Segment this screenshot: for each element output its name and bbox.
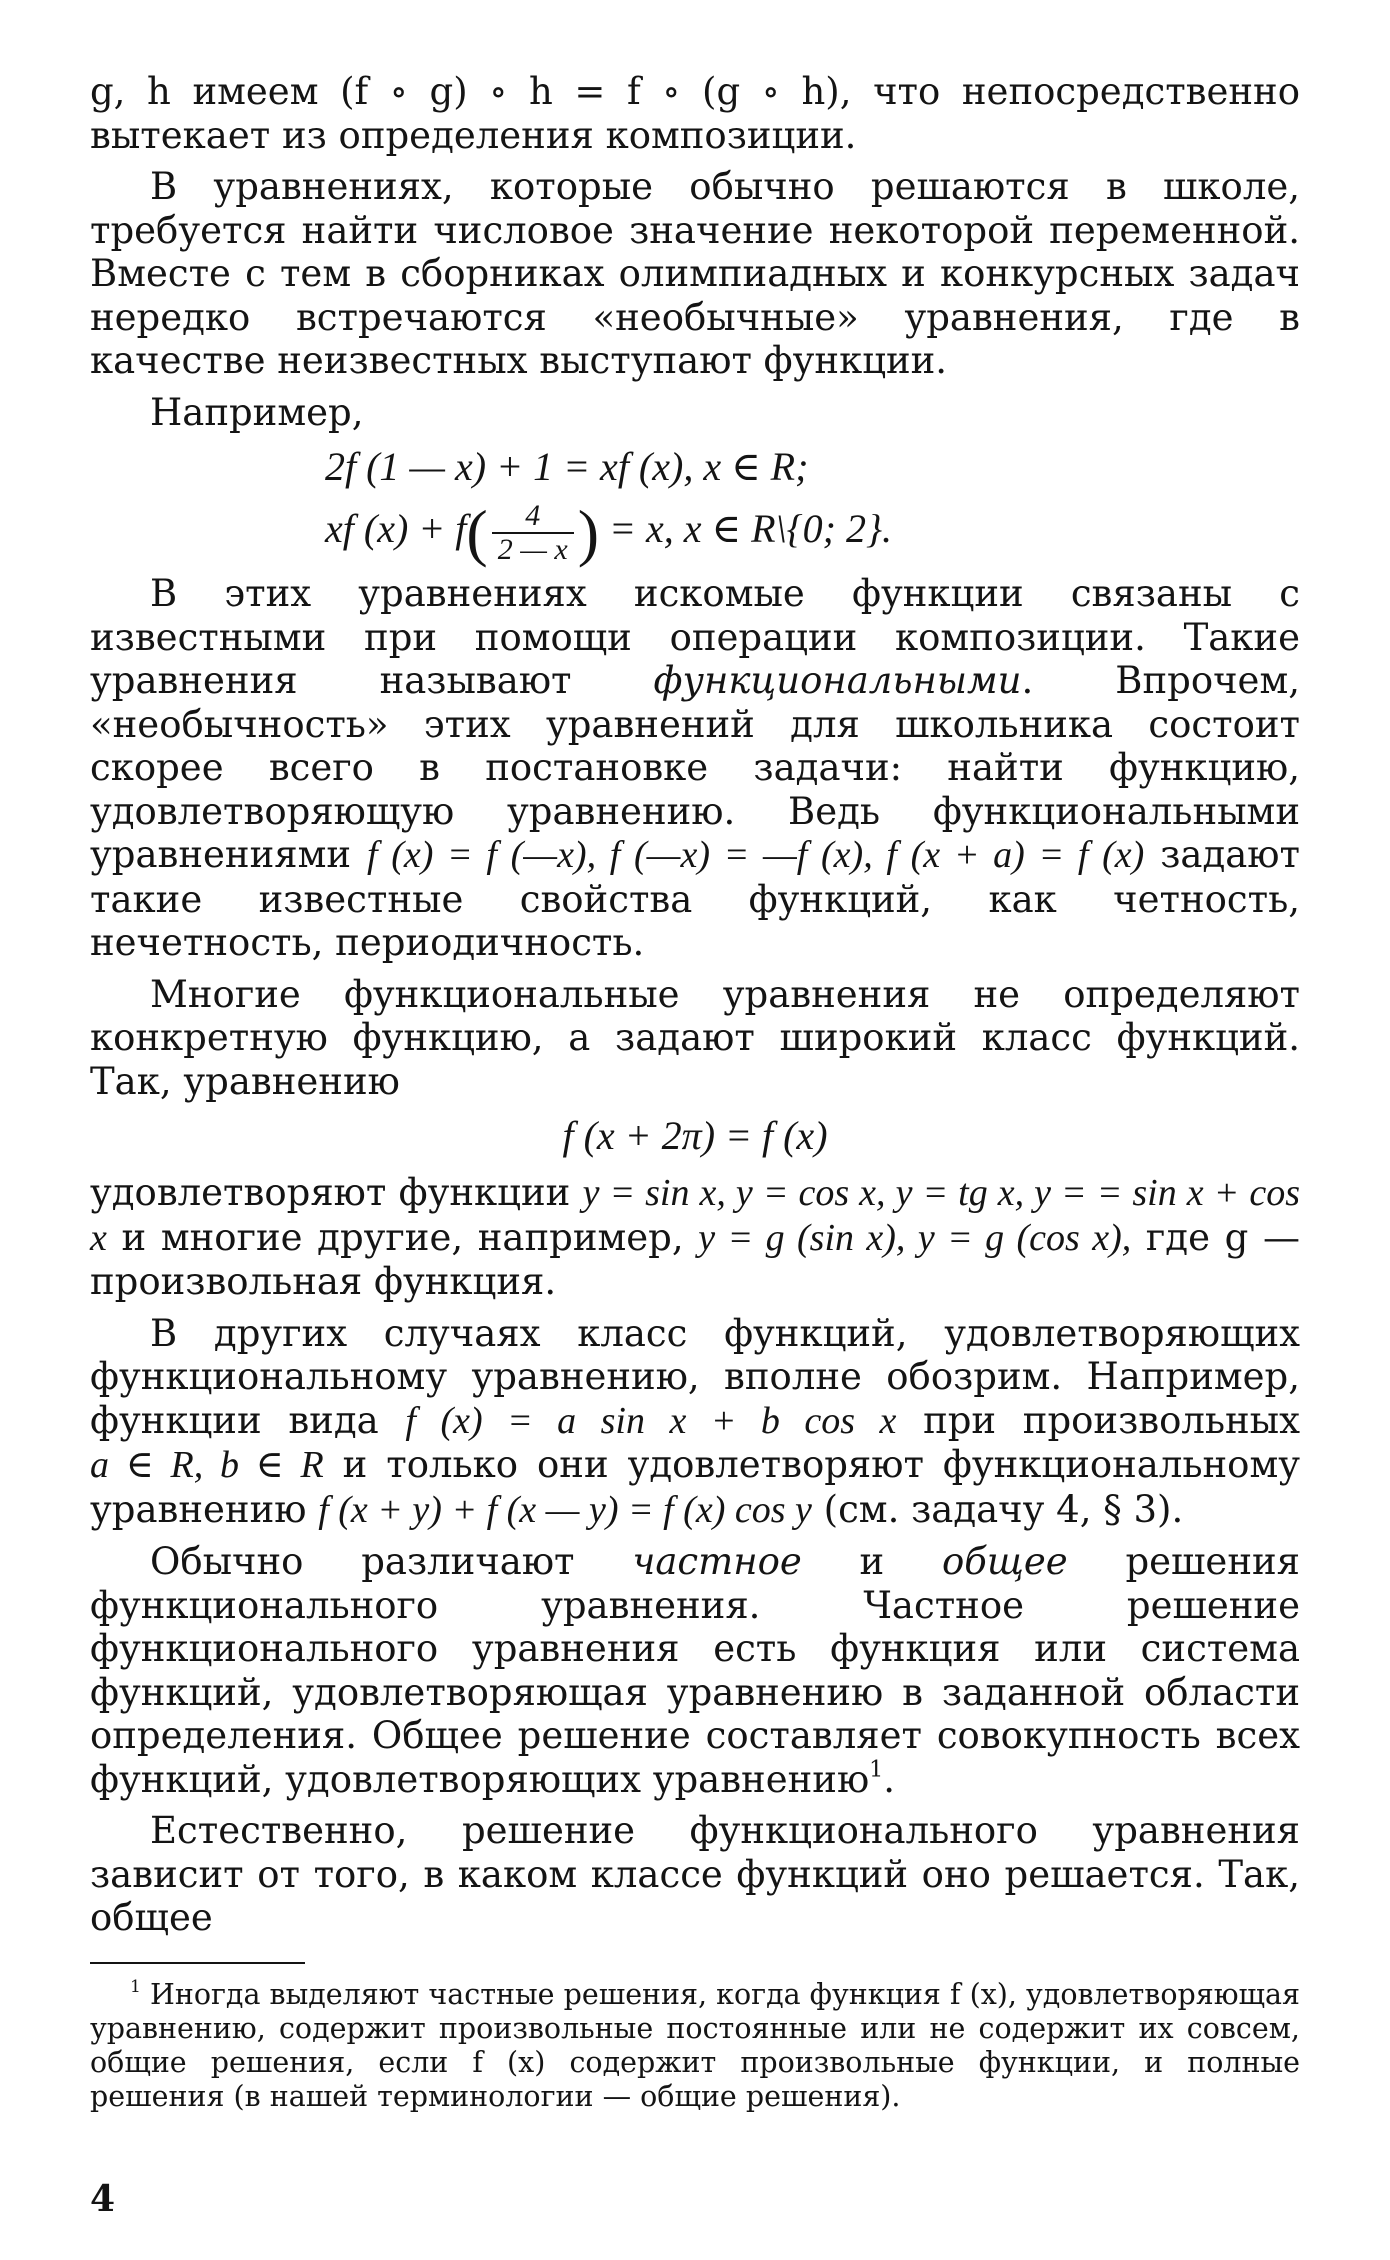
- paragraph-satisfying-functions: [90, 1171, 1300, 1304]
- term-general: общее: [941, 1540, 1068, 1583]
- paragraph-school-equations: [90, 165, 1300, 383]
- equation-left: xf (x) + f: [325, 506, 467, 552]
- paragraph-text: (см. задачу 4, § 3).: [811, 1487, 1184, 1531]
- paragraph-text: при произвольных: [896, 1398, 1300, 1442]
- paragraph-text: удовлетворяют функции: [90, 1171, 583, 1214]
- paragraph-text: и многие другие, например,: [106, 1215, 699, 1259]
- inline-math: f (x) = a sin x + b cos x: [405, 1399, 897, 1442]
- footnote-reference: 1: [869, 1755, 884, 1782]
- footnote: [90, 1978, 1300, 2114]
- paragraph-text: .: [883, 1757, 896, 1801]
- paragraph-for-example: [90, 391, 1300, 435]
- paragraph-text: Многие функциональные уравнения не определяют конкретную функцию, а задают широкий класс функций. Так, уравнению: [90, 972, 1300, 1103]
- paragraph-text: Естественно, решение функционального уравнения зависит от того, в каком классе функций оно решается. Так, общее: [90, 1809, 1300, 1939]
- paragraph-text: В других случаях класс функций, удовлетворяющих функциональному уравнению, вполне обозрим. Например, функции вида: [90, 1311, 1300, 1442]
- footnote-text: Иногда выделяют частные решения, когда функция f (x), удовлетворяющая уравнению, содержит произвольные постоянные или не содержит их совсем, общие решения, если f (x) содержит произвольные функции, и полные решения (в нашей терминологии — общие решения).: [90, 1977, 1300, 2113]
- inline-math: f (x) = f (—x), f (—x) = —f (x), f (x + a) = f (x): [366, 834, 1145, 876]
- term-functional: функциональными: [653, 659, 1022, 702]
- paragraph-other-cases: [90, 1312, 1300, 1533]
- page-number: 4: [90, 2178, 116, 2220]
- paragraph-text: Обычно различают: [150, 1540, 633, 1583]
- paragraph-text: где g — произвольная функция.: [90, 1215, 1300, 1303]
- term-particular: частное: [632, 1540, 802, 1583]
- inline-math: y = sin x, y = cos x, y = tg x, y = = sin x + cos x: [90, 1172, 1300, 1259]
- equation-3: [90, 1109, 1300, 1163]
- paragraph-text: решения функционального уравнения. Частное решение функционального уравнения есть функция или система функций, удовлетворяющая уравнению в заданной области определения. Общее решение составляет совокупность всех функций, удовлетворяющих уравнению: [90, 1540, 1300, 1801]
- equation-right: = x, x ∈ R\{0; 2}.: [609, 506, 892, 552]
- footnote-divider: [90, 1962, 305, 1964]
- equation-text: 2f (1 — x) + 1 = xf (x), x ∈ R;: [325, 444, 809, 489]
- equation-2: [90, 497, 1300, 568]
- paragraph-naturally: [90, 1809, 1300, 1940]
- paragraph-text: и только они удовлетворяют функциональному уравнению: [90, 1443, 1300, 1531]
- inline-math: y = g (sin x), y = g (cos x),: [698, 1216, 1132, 1259]
- right-paren-glyph: ): [577, 497, 599, 568]
- paragraph-text: g, h имеем (f ∘ g) ∘ h = f ∘ (g ∘ h), что непосредственно вытекает из определения композиции.: [90, 70, 1300, 157]
- fraction: [492, 500, 574, 566]
- paragraph-composition: [90, 70, 1300, 157]
- paragraph-functional-equations: [90, 572, 1300, 965]
- fraction-denominator: 2 — x: [497, 533, 568, 566]
- inline-math: a ∈ R, b ∈ R: [90, 1444, 324, 1486]
- equation-1: [90, 440, 1300, 494]
- paragraph-text: и: [801, 1540, 942, 1583]
- fraction-numerator: 4: [492, 500, 574, 534]
- paragraph-text: задают такие известные свойства функций, как четность, нечетность, периодичность.: [90, 833, 1300, 964]
- paragraph-particular-general: [90, 1540, 1300, 1801]
- paragraph-text: . Впрочем, «необычность» этих уравнений для школьника состоит скорее всего в постановке задачи: найти функцию, удовлетворяющую уравнению. Ведь функциональными уравнениями: [90, 659, 1300, 876]
- paragraph-text: В этих уравнениях искомые функции связаны с известными при помощи операции композиции. Такие уравнения называют: [90, 572, 1300, 702]
- left-paren-glyph: (: [466, 497, 488, 568]
- footnote-marker: 1: [130, 1976, 141, 1997]
- equation-text: f (x + 2π) = f (x): [562, 1113, 828, 1158]
- inline-math: f (x + y) + f (x — y) = f (x) cos y: [318, 1488, 812, 1531]
- paragraph-wide-class: [90, 973, 1300, 1104]
- paragraph-text: В уравнениях, которые обычно решаются в школе, требуется найти числовое значение некоторой переменной. Вместе с тем в сборниках олимпиадных и конкурсных задач нередко встречаются «необычные» уравнения, где в качестве неизвестных выступают функции.: [90, 165, 1300, 382]
- paragraph-text: Например,: [150, 390, 364, 434]
